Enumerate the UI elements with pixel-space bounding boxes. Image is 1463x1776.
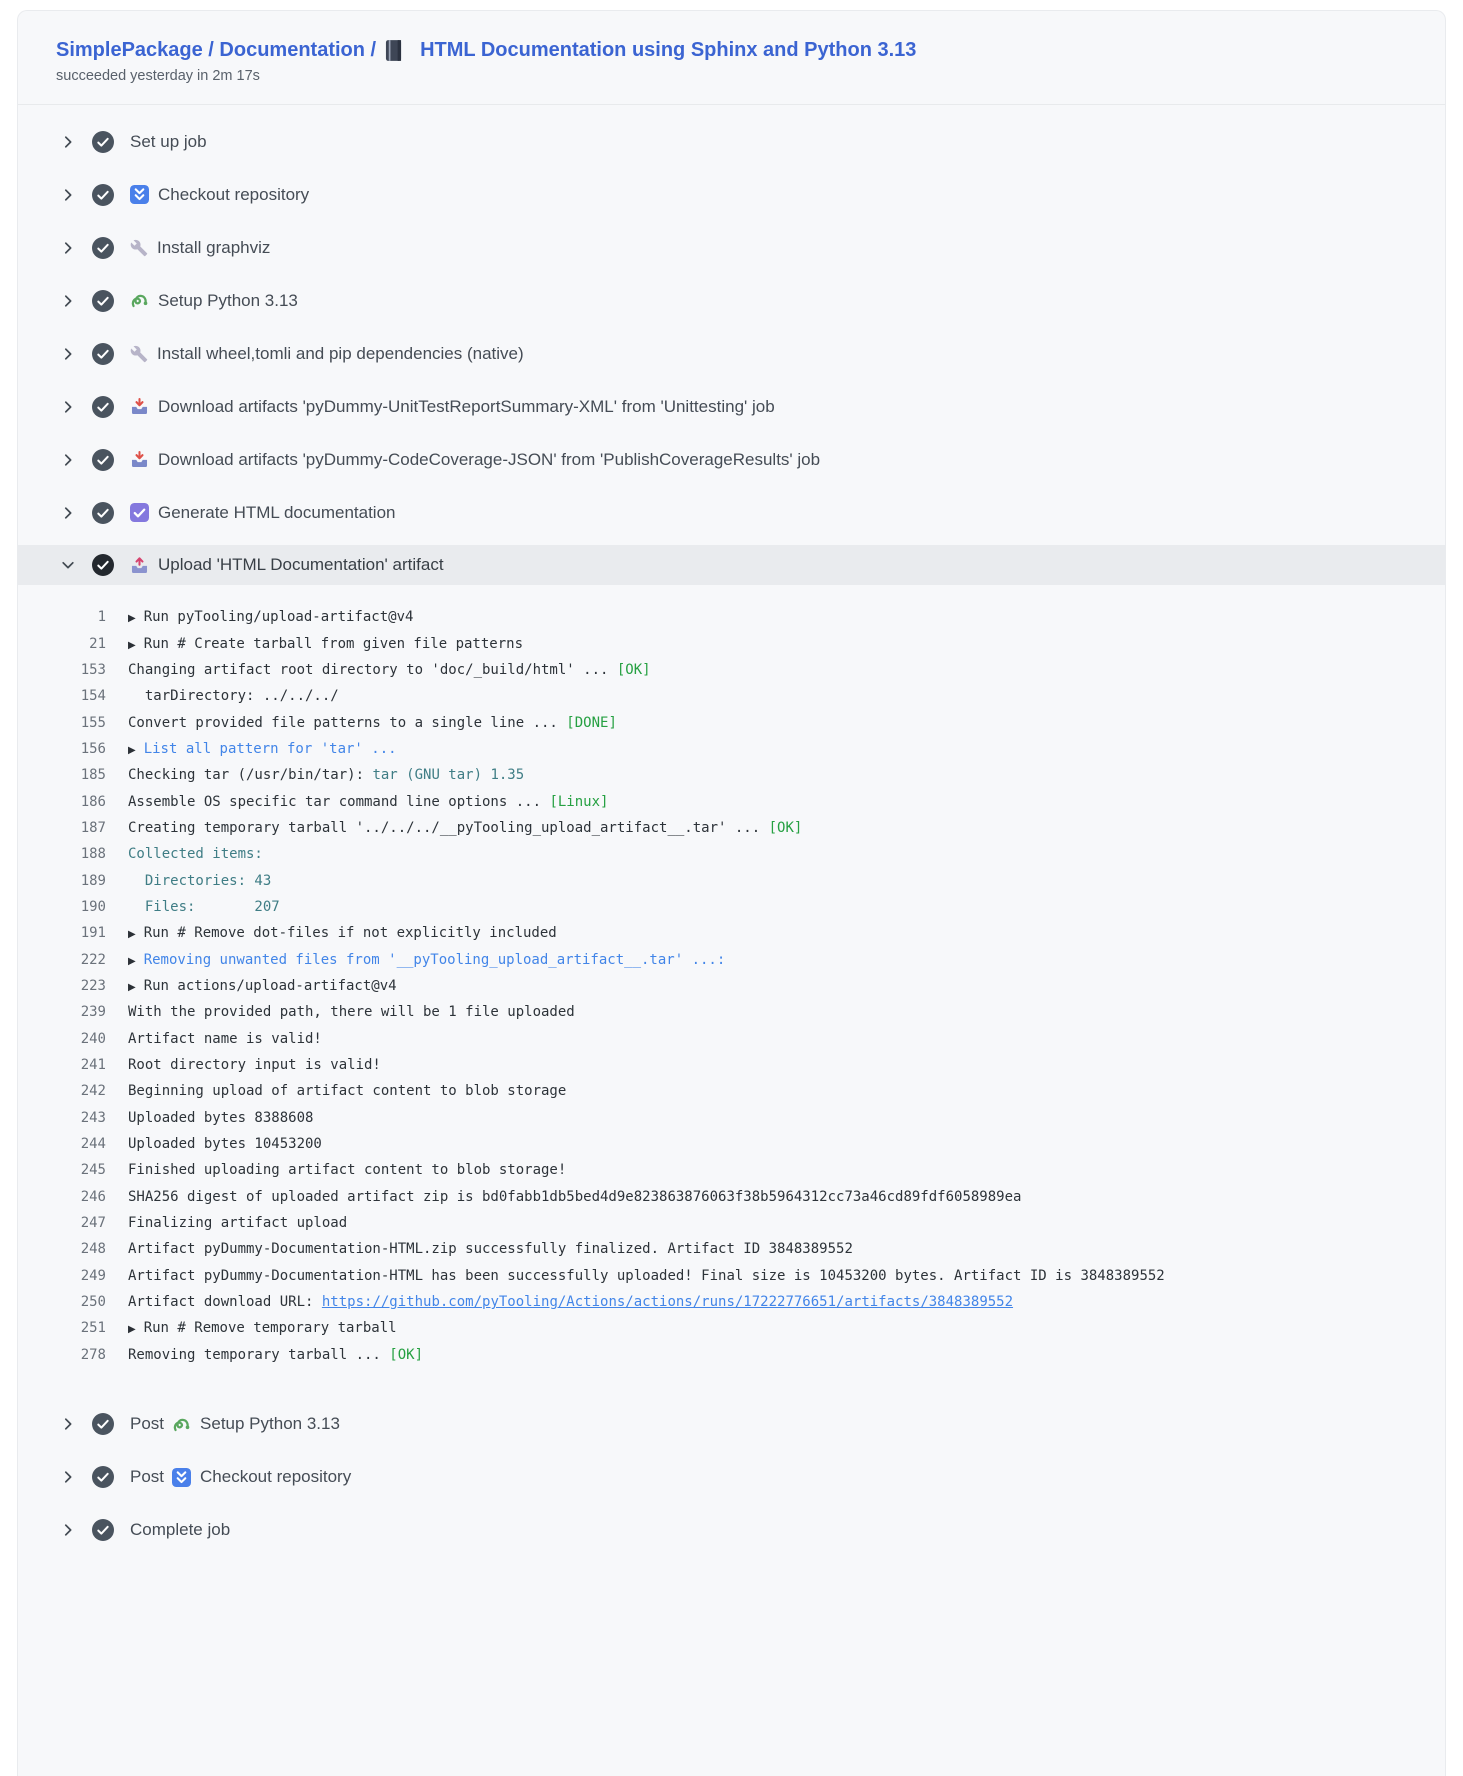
log-line xyxy=(18,1026,1445,1052)
success-check-icon xyxy=(92,449,114,471)
step-row[interactable] xyxy=(18,1451,1445,1504)
log-line xyxy=(18,815,1445,841)
log-segment: [Linux] xyxy=(549,793,609,810)
log-line-number[interactable]: 245 xyxy=(80,1162,106,1179)
log-line-number[interactable]: 246 xyxy=(80,1188,106,1205)
job-header xyxy=(18,11,1445,105)
log-line-text xyxy=(128,1083,566,1099)
log-line-number[interactable]: 186 xyxy=(80,793,106,810)
log-line-number[interactable]: 156 xyxy=(80,740,106,757)
log-line xyxy=(18,1157,1445,1183)
log-line-text xyxy=(128,846,263,862)
log-line-text xyxy=(128,609,413,625)
chevron-right-icon[interactable] xyxy=(61,347,75,361)
log-segment: Creating temporary tarball '../../../__pyTooling_upload_artifact__.tar' ... xyxy=(128,819,769,836)
log-line-text xyxy=(128,1320,397,1336)
log-line xyxy=(18,788,1445,814)
success-check-icon xyxy=(92,131,114,153)
step-prefix: Post xyxy=(130,1467,165,1487)
log-line-text xyxy=(128,688,339,704)
upload-icon xyxy=(130,556,149,575)
chevron-right-icon[interactable] xyxy=(61,506,75,520)
log-line xyxy=(18,1342,1445,1368)
step-row[interactable] xyxy=(18,433,1445,486)
log-line-text xyxy=(128,1268,1165,1284)
log-line xyxy=(18,1236,1445,1262)
log-line-text xyxy=(128,794,608,810)
step-row[interactable] xyxy=(18,168,1445,221)
log-line-text xyxy=(128,1057,381,1073)
log-segment: Removing temporary tarball ... xyxy=(128,1346,390,1363)
log-output xyxy=(18,585,1445,1368)
step-label: Setup Python 3.13 xyxy=(158,290,298,310)
log-line-text xyxy=(128,899,280,915)
log-line-number[interactable]: 250 xyxy=(80,1294,106,1311)
step-label: Upload 'HTML Documentation' artifact xyxy=(158,555,444,574)
wrench-icon xyxy=(130,345,148,363)
log-line-number[interactable]: 240 xyxy=(80,1030,106,1047)
log-segment: [OK] xyxy=(616,661,651,678)
log-line xyxy=(18,841,1445,867)
success-check-icon xyxy=(92,1519,114,1541)
steps-list-bottom xyxy=(18,1398,1445,1557)
log-line xyxy=(18,604,1445,630)
log-line-text xyxy=(128,1241,853,1257)
log-line xyxy=(18,1052,1445,1078)
log-line xyxy=(18,762,1445,788)
notebook-icon xyxy=(385,40,402,61)
success-check-icon xyxy=(92,396,114,418)
step-label: Generate HTML documentation xyxy=(158,502,396,522)
log-segment: Uploaded bytes 8388608 xyxy=(128,1109,314,1126)
step-row[interactable] xyxy=(18,1398,1445,1451)
success-check-icon xyxy=(92,237,114,259)
log-line xyxy=(18,1184,1445,1210)
log-segment: Assemble OS specific tar command line options ... xyxy=(128,793,550,810)
log-line-text xyxy=(128,1162,566,1178)
log-line xyxy=(18,1210,1445,1236)
step-row[interactable] xyxy=(18,1504,1445,1557)
breadcrumb[interactable]: SimplePackage / Documentation / xyxy=(56,39,377,61)
step-row[interactable] xyxy=(18,486,1445,539)
success-check-icon xyxy=(92,554,114,576)
log-segment: [DONE] xyxy=(566,714,617,731)
download-icon xyxy=(130,397,149,416)
log-line-number[interactable]: 244 xyxy=(80,1136,106,1153)
log-segment: Artifact pyDummy-Documentation-HTML.zip successfully finalized. Artifact ID 3848389552 xyxy=(128,1241,853,1258)
log-line-number[interactable]: 153 xyxy=(80,661,106,678)
log-segment: Beginning upload of artifact content to blob storage xyxy=(128,1083,567,1100)
log-line-text xyxy=(128,925,557,941)
log-line-text xyxy=(128,1110,313,1126)
log-line-number[interactable]: 1 xyxy=(97,609,106,626)
chevron-right-icon[interactable] xyxy=(61,453,75,467)
chevron-right-icon[interactable] xyxy=(61,1523,75,1537)
steps-list-top xyxy=(18,105,1445,539)
log-line-number[interactable]: 247 xyxy=(80,1215,106,1232)
chevron-right-icon[interactable] xyxy=(61,241,75,255)
log-line xyxy=(18,1315,1445,1341)
log-segment: Changing artifact root directory to 'doc/_build/html' ... xyxy=(128,661,617,678)
log-segment[interactable]: List all pattern for 'tar' ... xyxy=(143,740,397,757)
log-segment: tarDirectory: ../../../ xyxy=(128,688,339,705)
log-line-text xyxy=(128,741,397,757)
log-segment: Convert provided file patterns to a single line ... xyxy=(128,714,567,731)
group-expand-arrow-icon[interactable]: ▶ xyxy=(128,929,136,941)
chevron-right-icon[interactable] xyxy=(61,135,75,149)
log-line-number[interactable]: 191 xyxy=(80,925,106,942)
step-label: Download artifacts 'pyDummy-CodeCoverage-JSON' from 'PublishCoverageResults' job xyxy=(158,449,821,469)
log-line xyxy=(18,973,1445,999)
log-line-number[interactable]: 155 xyxy=(80,714,106,731)
group-expand-arrow-icon[interactable]: ▶ xyxy=(128,613,136,625)
success-check-icon xyxy=(92,1413,114,1435)
log-line xyxy=(18,736,1445,762)
python-icon xyxy=(172,1415,191,1434)
log-line xyxy=(18,1078,1445,1104)
log-segment: Finished uploading artifact content to blob storage! xyxy=(128,1162,567,1179)
log-line-number[interactable]: 251 xyxy=(80,1320,106,1337)
log-line-number[interactable]: 189 xyxy=(80,872,106,889)
step-label: Set up job xyxy=(130,131,207,151)
log-line-text xyxy=(128,715,617,731)
chevron-right-icon[interactable] xyxy=(61,400,75,414)
log-line-number[interactable]: 188 xyxy=(80,846,106,863)
log-line xyxy=(18,1131,1445,1157)
step-label: Checkout repository xyxy=(200,1467,352,1487)
chevron-down-icon[interactable] xyxy=(61,558,75,572)
group-expand-arrow-icon[interactable]: ▶ xyxy=(128,981,136,993)
log-line-number[interactable]: 223 xyxy=(80,977,106,994)
artifact-download-link[interactable]: https://github.com/pyTooling/Actions/actions/runs/17222776651/artifacts/3848389552 xyxy=(321,1294,1014,1311)
log-segment: Artifact pyDummy-Documentation-HTML has been successfully uploaded! Final size is 10453200 bytes. Artifact ID is 3848389552 xyxy=(128,1267,1165,1284)
step-prefix: Post xyxy=(130,1414,165,1434)
success-check-icon xyxy=(92,502,114,524)
log-line-text xyxy=(128,1004,575,1020)
log-line-text xyxy=(128,767,524,783)
success-check-icon xyxy=(92,290,114,312)
log-line-number[interactable]: 239 xyxy=(80,1004,106,1021)
log-line xyxy=(18,999,1445,1025)
step-row[interactable] xyxy=(18,274,1445,327)
log-line xyxy=(18,1263,1445,1289)
step-row[interactable] xyxy=(18,327,1445,380)
log-line-text xyxy=(128,1031,322,1047)
log-line xyxy=(18,1289,1445,1315)
step-row[interactable] xyxy=(18,115,1445,168)
log-line xyxy=(18,709,1445,735)
log-line-number[interactable]: 248 xyxy=(80,1241,106,1258)
log-line xyxy=(18,946,1445,972)
log-line xyxy=(18,920,1445,946)
step-row[interactable] xyxy=(18,380,1445,433)
log-segment: SHA256 digest of uploaded artifact zip is bd0fabb1db5bed4d9e823863876063f38b5964312cc73a46cd89fdf6058989ea xyxy=(128,1188,1022,1205)
chevron-right-icon[interactable] xyxy=(61,1417,75,1431)
log-line-number[interactable]: 187 xyxy=(80,819,106,836)
log-segment: Run # Remove dot-files if not explicitly included xyxy=(143,925,557,942)
checkbox-icon xyxy=(130,503,149,522)
log-line-text xyxy=(128,978,397,994)
log-line-number[interactable]: 185 xyxy=(80,767,106,784)
log-line-number[interactable]: 154 xyxy=(80,688,106,705)
job-status-line: succeeded yesterday in 2m 17s xyxy=(56,68,260,84)
log-line-number[interactable]: 242 xyxy=(80,1083,106,1100)
checkout-icon xyxy=(130,185,149,204)
step-label: Install graphviz xyxy=(157,237,271,257)
log-segment: Run actions/upload-artifact@v4 xyxy=(143,977,397,994)
chevron-right-icon[interactable] xyxy=(61,294,75,308)
log-line xyxy=(18,1105,1445,1131)
log-segment: tar (GNU tar) 1.35 xyxy=(372,767,525,784)
log-segment: Uploaded bytes 10453200 xyxy=(128,1136,322,1153)
step-label: Setup Python 3.13 xyxy=(200,1414,340,1434)
log-line-text xyxy=(128,873,271,889)
log-segment: Directories: 43 xyxy=(128,872,272,889)
step-label: Checkout repository xyxy=(158,184,310,204)
log-line-number[interactable]: 222 xyxy=(80,951,106,968)
chevron-right-icon[interactable] xyxy=(61,188,75,202)
log-segment: Artifact download URL: xyxy=(128,1294,322,1311)
log-line-text xyxy=(128,1189,1021,1205)
download-icon xyxy=(130,450,149,469)
log-line xyxy=(18,894,1445,920)
success-check-icon xyxy=(92,1466,114,1488)
chevron-right-icon[interactable] xyxy=(61,1470,75,1484)
log-line xyxy=(18,867,1445,893)
log-segment: [OK] xyxy=(389,1346,424,1363)
log-line-text xyxy=(128,1215,347,1231)
log-line-text xyxy=(128,636,523,652)
group-expand-arrow-icon[interactable]: ▶ xyxy=(128,955,136,967)
group-expand-arrow-icon[interactable]: ▶ xyxy=(128,639,136,651)
log-segment: [OK] xyxy=(768,819,803,836)
step-label: Complete job xyxy=(130,1520,231,1540)
log-line xyxy=(18,657,1445,683)
log-line-number[interactable]: 249 xyxy=(80,1267,106,1284)
log-line xyxy=(18,683,1445,709)
step-row-expanded[interactable] xyxy=(18,545,1445,585)
group-expand-arrow-icon[interactable]: ▶ xyxy=(128,744,136,756)
log-segment: Checking tar (/usr/bin/tar): xyxy=(128,767,373,784)
log-line-number[interactable]: 241 xyxy=(80,1057,106,1074)
python-icon xyxy=(130,291,149,310)
log-segment: Finalizing artifact upload xyxy=(128,1215,348,1232)
log-line-number[interactable]: 190 xyxy=(80,898,106,915)
log-line-text xyxy=(128,820,802,836)
log-segment: Files: 207 xyxy=(128,898,280,915)
log-line-number[interactable]: 21 xyxy=(89,635,106,652)
log-line-text xyxy=(128,1347,423,1363)
step-label: Install wheel,tomli and pip dependencies (native) xyxy=(157,343,524,363)
log-segment: Artifact name is valid! xyxy=(128,1030,322,1047)
wrench-icon xyxy=(130,239,148,257)
log-line-text xyxy=(128,952,725,968)
log-line-text xyxy=(128,1294,1013,1310)
log-segment: Run pyTooling/upload-artifact@v4 xyxy=(143,609,414,626)
log-line xyxy=(18,630,1445,656)
checkout-icon xyxy=(172,1468,191,1487)
log-segment: Collected items: xyxy=(128,846,263,863)
log-line-text xyxy=(128,662,651,678)
log-segment: With the provided path, there will be 1 file uploaded xyxy=(128,1004,575,1021)
step-row[interactable] xyxy=(18,221,1445,274)
success-check-icon xyxy=(92,343,114,365)
log-line-number[interactable]: 243 xyxy=(80,1109,106,1126)
group-expand-arrow-icon[interactable]: ▶ xyxy=(128,1324,136,1336)
log-segment: Run # Create tarball from given file patterns xyxy=(143,635,523,652)
success-check-icon xyxy=(92,184,114,206)
step-label: Download artifacts 'pyDummy-UnitTestReportSummary-XML' from 'Unittesting' job xyxy=(158,396,775,416)
job-log-card xyxy=(17,10,1446,1776)
log-line-number[interactable]: 278 xyxy=(80,1346,106,1363)
log-line-text xyxy=(128,1136,322,1152)
log-segment[interactable]: Removing unwanted files from '__pyTooling_upload_artifact__.tar' ...: xyxy=(143,951,726,968)
log-segment: Root directory input is valid! xyxy=(128,1057,381,1074)
page-title[interactable]: HTML Documentation using Sphinx and Python 3.13 xyxy=(420,39,917,61)
log-segment: Run # Remove temporary tarball xyxy=(143,1320,397,1337)
job-title-row xyxy=(56,38,1407,62)
